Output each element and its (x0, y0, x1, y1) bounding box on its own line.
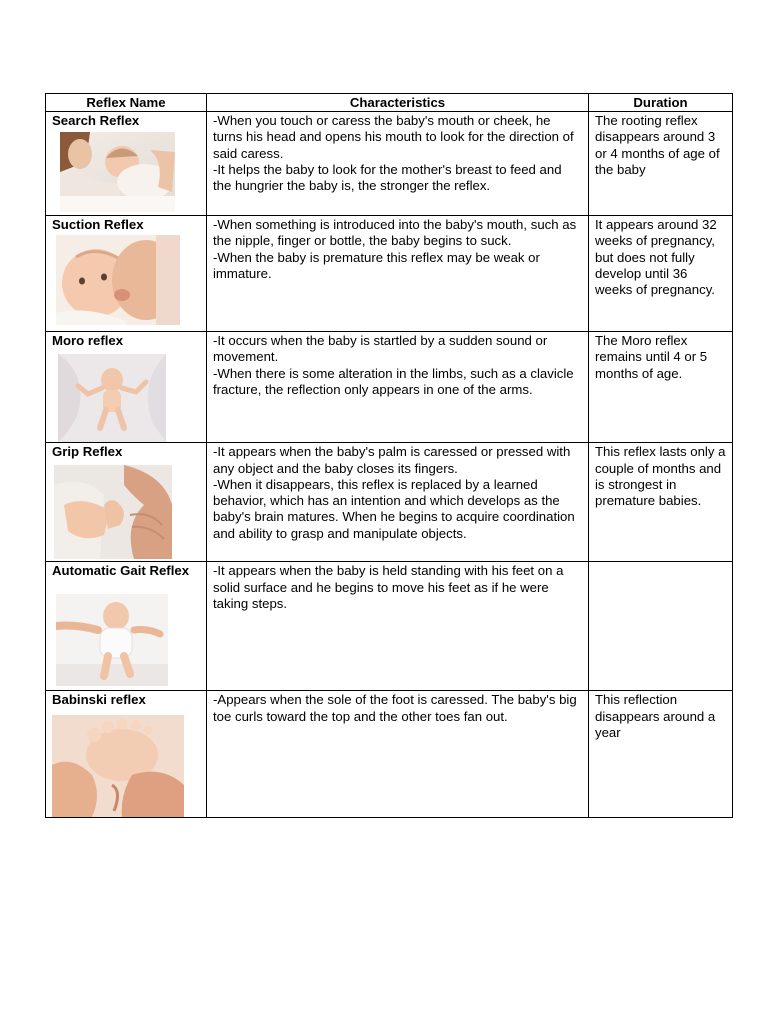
duration-cell (589, 443, 733, 562)
table-header-row (46, 94, 733, 112)
table-row (46, 562, 733, 691)
startled-baby-photo (58, 354, 166, 442)
reflex-name: Search Reflex (52, 113, 140, 128)
baby-standing-photo (56, 594, 168, 686)
reflex-table (45, 93, 733, 818)
characteristics-cell (207, 562, 589, 691)
duration-text: This reflection disappears around a year (595, 692, 716, 740)
reflex-name-cell (46, 112, 207, 216)
reflex-name-cell (46, 216, 207, 332)
duration-cell (589, 112, 733, 216)
duration-cell (589, 332, 733, 443)
reflex-name: Babinski reflex (52, 692, 146, 708)
duration-text: This reflex lasts only a couple of months and is strongest in premature babies. (595, 444, 726, 509)
breastfeeding-baby-photo (56, 235, 180, 325)
header-reflex-name: Reflex Name (46, 94, 207, 112)
duration-text: The Moro reflex remains until 4 or 5 months of age. (595, 333, 708, 381)
characteristics-text: -It appears when the baby's palm is caressed or pressed with any object and the baby closes its fingers. -When it disappears, this reflex is replaced by a learned behavior, which has an intention and which develops as the baby's brain matures. When he begins to acquire coordination and ability to grasp and manipulate objects. (213, 444, 575, 541)
baby-foot-photo (52, 715, 184, 817)
reflex-name: Suction Reflex (52, 217, 144, 232)
duration-cell (589, 562, 733, 691)
table-row (46, 112, 733, 216)
table-row (46, 216, 733, 332)
reflex-name-cell (46, 691, 207, 817)
characteristics-text: -When something is introduced into the baby's mouth, such as the nipple, finger or bottle, the baby begins to suck. -When the baby is premature this reflex may be weak or immature. (213, 217, 577, 281)
characteristics-text: -Appears when the sole of the foot is caressed. The baby's big toe curls toward the top and the other toes fan out. (213, 692, 577, 724)
duration-cell (589, 691, 733, 817)
duration-text: It appears around 32 weeks of pregnancy, but does not fully develop until 36 weeks of pregnancy. (595, 217, 717, 298)
reflex-name: Moro reflex (52, 333, 124, 348)
characteristics-cell (207, 443, 589, 562)
table-row (46, 332, 733, 443)
reflex-name-cell (46, 332, 207, 443)
characteristics-cell (207, 112, 589, 216)
reflex-name: Automatic Gait Reflex (52, 563, 190, 579)
characteristics-cell (207, 216, 589, 332)
characteristics-cell (207, 332, 589, 443)
duration-text: The rooting reflex disappears around 3 or 4 months of age of the baby (595, 113, 720, 177)
table-row (46, 691, 733, 817)
characteristics-cell (207, 691, 589, 817)
reflex-name: Grip Reflex (52, 444, 123, 460)
duration-cell (589, 216, 733, 332)
header-characteristics: Characteristics (207, 94, 589, 112)
reflex-name-cell (46, 562, 207, 691)
characteristics-text: -It occurs when the baby is startled by a sudden sound or movement. -When there is some alteration in the limbs, such as a clavicle fracture, the reflection only appears in one of the arms. (213, 333, 574, 397)
characteristics-text: -When you touch or caress the baby's mouth or cheek, he turns his head and opens his mouth to look for the direction of said caress. -It helps the baby to look for the mother's breast to feed and the hungrier the baby is, the stronger the reflex. (213, 113, 574, 194)
header-duration: Duration (589, 94, 733, 112)
table-row (46, 443, 733, 562)
mother-and-baby-photo (60, 132, 175, 212)
reflex-name-cell (46, 443, 207, 562)
characteristics-text: -It appears when the baby is held standing with his feet on a solid surface and he begins to move his feet as if he were taking steps. (213, 563, 564, 611)
baby-hand-grip-photo (54, 465, 172, 559)
duration-text (595, 562, 726, 563)
